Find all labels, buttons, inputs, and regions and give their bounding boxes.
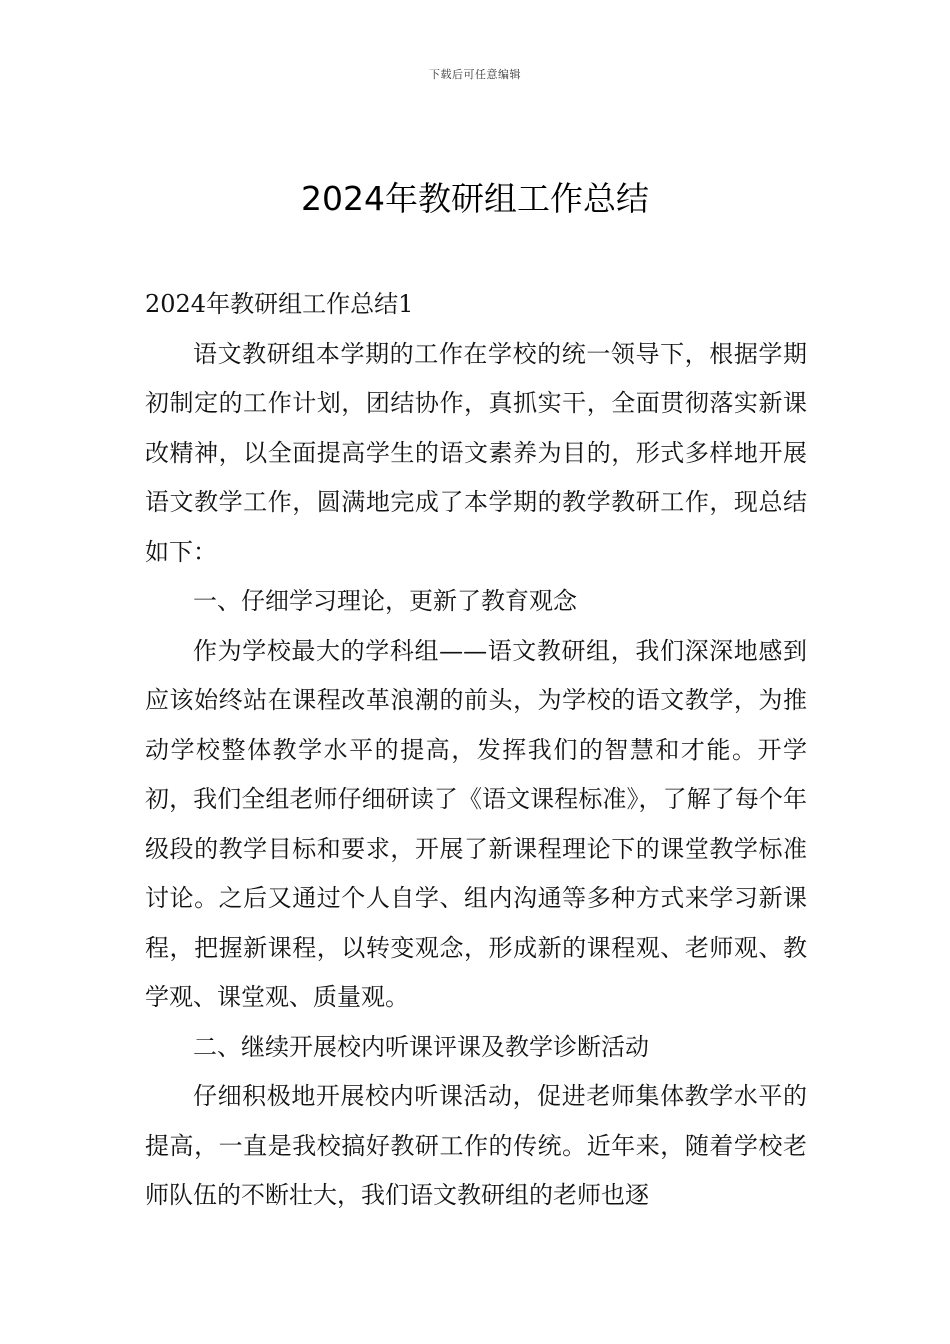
document-body — [145, 280, 807, 1221]
paragraph-one: 作为学校最大的学科组——语文教研组，我们深深地感到应该始终站在课程改革浪潮的前头，为学校的语文教学，为推动学校整体教学水平的提高，发挥我们的智慧和才能。开学初，我们全组老师仔细研读了《语文课程标准》，了解了每个年级段的教学目标和要求，开展了新课程理论下的课堂教学标准讨论。之后又通过个人自学、组内沟通等多种方式来学习新课程，把握新课程，以转变观念，形成新的课程观、老师观、教学观、课堂观、质量观。 — [145, 636, 807, 1011]
document-title: 2024年教研组工作总结 — [301, 179, 649, 218]
paragraph-two: 仔细积极地开展校内听课活动，促进老师集体教学水平的提高，一直是我校搞好教研工作的传统。近年来，随着学校老师队伍的不断壮大，我们语文教研组的老师也逐 — [145, 1082, 807, 1209]
subheading-one: 一、仔细学习理论，更新了教育观念 — [193, 587, 577, 615]
section-heading: 2024年教研组工作总结1 — [145, 290, 414, 318]
paragraph-intro: 语文教研组本学期的工作在学校的统一领导下，根据学期初制定的工作计划，团结协作，真抓实干，全面贯彻落实新课改精神，以全面提高学生的语文素养为目的，形式多样地开展语文教学工作，圆满地完成了本学期的教学教研工作，现总结如下： — [145, 339, 807, 566]
subheading-two: 二、继续开展校内听课评课及教学诊断活动 — [193, 1032, 649, 1061]
header-note: 下载后可任意编辑 — [429, 68, 521, 81]
